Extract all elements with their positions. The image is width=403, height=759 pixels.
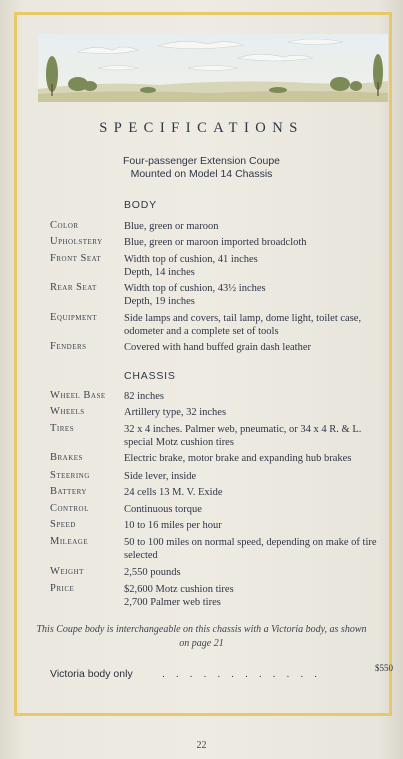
page-number: 22	[196, 740, 207, 751]
spec-value: Covered with hand buffed grain dash leather	[124, 342, 311, 353]
spec-value: 32 x 4 inches. Palmer web, pneumatic, or 34 x 4 R. & L. special Motz cushion tires	[124, 424, 362, 448]
spec-value: Artillery type, 32 inches	[124, 407, 227, 418]
spec-label: Equipment	[50, 312, 98, 323]
spec-label: Mileage	[50, 536, 89, 547]
spec-value: Blue, green or maroon imported broadcloth	[124, 237, 307, 248]
spec-value: Width top of cushion, 41 inches Depth, 14 inches	[124, 254, 258, 278]
spec-value: Electric brake, motor brake and expanding hub brakes	[124, 453, 352, 464]
spec-label: Tires	[50, 423, 75, 434]
spec-label: Wheels	[50, 406, 85, 417]
spec-value: Side lamps and covers, tail lamp, dome light, toilet case, odometer and a complete set of tools	[124, 313, 362, 337]
spec-value: Blue, green or maroon	[124, 221, 219, 232]
body-heading: BODY	[124, 199, 157, 211]
spec-label: Control	[50, 503, 89, 514]
spec-label: Brakes	[50, 452, 83, 463]
spec-label: Steering	[50, 470, 90, 481]
victoria-label: Victoria body only	[50, 668, 133, 680]
spec-label: Price	[50, 583, 75, 594]
spec-value: Continuous torque	[124, 504, 202, 515]
page-title: SPECIFICATIONS	[99, 120, 304, 136]
victoria-line	[50, 663, 393, 680]
spec-label: Upholstery	[50, 236, 103, 247]
subtitle-line-1: Four-passenger Extension Coupe	[122, 155, 280, 167]
spec-label: Speed	[50, 519, 76, 530]
spec-label: Wheel Base	[50, 390, 106, 401]
subtitle-line-2: Mounted on Model 14 Chassis	[130, 168, 273, 180]
spec-value: $2,600 Motz cushion tires 2,700 Palmer web tires	[124, 584, 234, 608]
spec-label: Fenders	[50, 341, 87, 352]
victoria-price: $550	[375, 663, 393, 673]
leader-dots: . . . . . . . . . . . .	[162, 668, 322, 680]
spec-label: Front Seat	[50, 253, 102, 264]
spec-label: Rear Seat	[50, 282, 97, 293]
spec-value: Width top of cushion, 43½ inches Depth, 19 inches	[124, 283, 266, 307]
spec-label: Battery	[50, 486, 87, 497]
spec-value: 50 to 100 miles on normal speed, depending on make of tire selected	[124, 537, 377, 561]
spec-value: Side lever, inside	[124, 471, 197, 482]
spec-label: Color	[50, 220, 79, 231]
spec-value: 10 to 16 miles per hour	[124, 520, 222, 531]
spec-value: 24 cells 13 M. V. Exide	[124, 487, 223, 498]
spec-value: 2,550 pounds	[124, 567, 181, 578]
spec-label: Weight	[50, 566, 84, 577]
landscape-vignette	[38, 34, 388, 102]
spec-value: 82 inches	[124, 391, 164, 402]
chassis-heading: CHASSIS	[124, 370, 176, 382]
subtitle	[0, 155, 403, 181]
note-text: This Coupe body is interchangeable on this chassis with a Victoria body, as shown on page 21	[36, 624, 367, 649]
interchange-note	[0, 623, 403, 651]
page-border	[14, 12, 392, 716]
